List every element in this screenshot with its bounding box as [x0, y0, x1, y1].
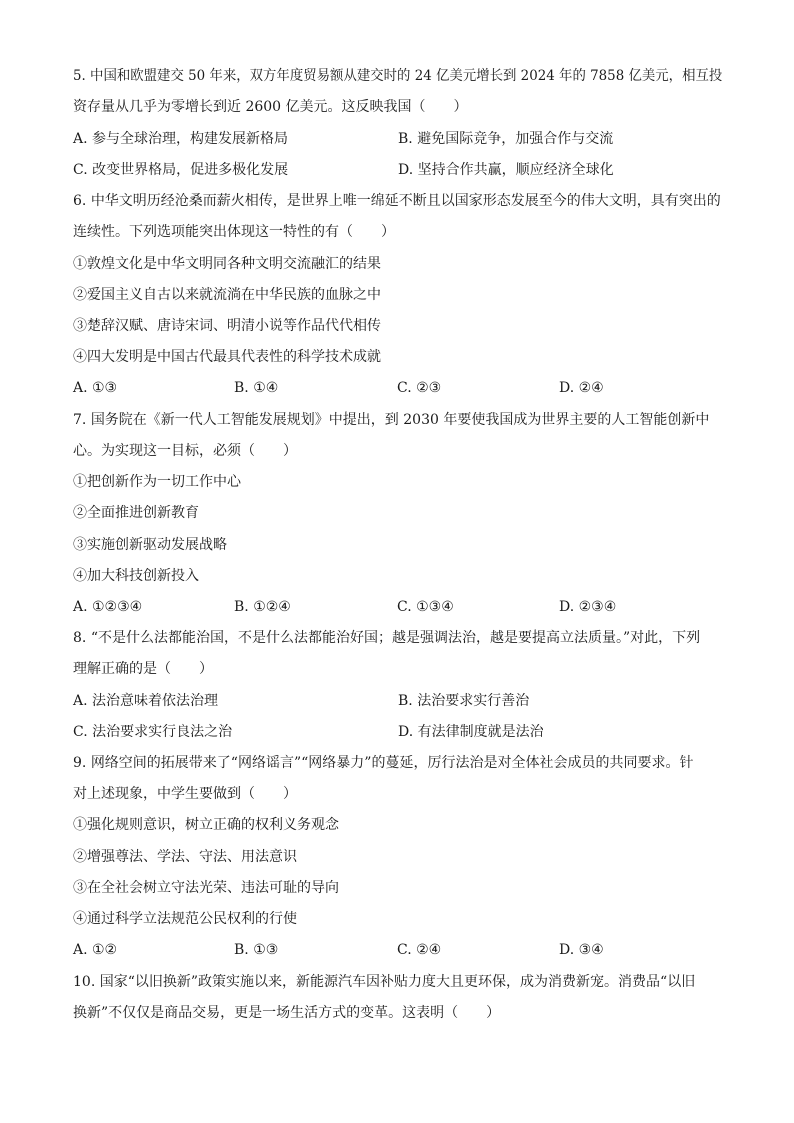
question-9-option-b: B. ①③	[234, 942, 279, 958]
question-6-option-b: B. ①④	[234, 380, 279, 396]
question-5-stem-line-1: 5. 中国和欧盟建交 50 年来，双方年度贸易额从建交时的 24 亿美元增长到 2024 年的 7858 亿美元，相互投	[73, 68, 723, 84]
question-9-statement-2: ②增强尊法、学法、守法、用法意识	[73, 849, 297, 865]
question-9-stem-line-2: 对上述现象，中学生要做到（ ）	[73, 786, 297, 802]
question-8-option-d: D. 有法律制度就是法治	[398, 724, 544, 740]
question-8-stem-line-2: 理解正确的是（ ）	[73, 661, 213, 677]
question-8-stem-line-1: 8. “不是什么法都能治国，不是什么法都能治好国；越是强调法治，越是要提高立法质量。”对此，下列	[73, 630, 701, 646]
question-6-statement-3: ③楚辞汉赋、唐诗宋词、明清小说等作品代代相传	[73, 318, 381, 334]
question-7-number: 7.	[73, 412, 87, 428]
question-6-stem-line-2: 连续性。下列选项能突出体现这一特性的有（ ）	[73, 224, 395, 240]
question-8-number: 8.	[73, 630, 87, 646]
question-9-option-d: D. ③④	[559, 942, 604, 958]
question-9-stem-line-1: 9. 网络空间的拓展带来了“网络谣言”“网络暴力”的蔓延，厉行法治是对全体社会成员的共同要求。针	[73, 755, 694, 771]
question-5-option-b: B. 避免国际竞争，加强合作与交流	[398, 131, 614, 147]
question-6-statement-2: ②爱国主义自古以来就流淌在中华民族的血脉之中	[73, 287, 381, 303]
question-7-option-d: D. ②③④	[559, 599, 617, 615]
question-5-option-d: D. 坚持合作共赢，顺应经济全球化	[398, 162, 614, 178]
question-6-number: 6.	[73, 193, 87, 209]
question-9-statement-4: ④通过科学立法规范公民权利的行使	[73, 911, 297, 927]
question-7-option-b: B. ①②④	[234, 599, 291, 615]
question-9-number: 9.	[73, 755, 87, 771]
question-6-option-a: A. ①③	[73, 380, 118, 396]
question-7-option-c: C. ①③④	[397, 599, 454, 615]
question-8-option-a: A. 法治意味着依法治理	[73, 693, 219, 709]
question-7-statement-2: ②全面推进创新教育	[73, 505, 199, 521]
question-7-option-a: A. ①②③④	[73, 599, 143, 615]
question-6-statement-1: ①敦煌文化是中华文明同各种文明交流融汇的结果	[73, 256, 381, 272]
question-7-statement-1: ①把创新作为一切工作中心	[73, 474, 241, 490]
question-6-statement-4: ④四大发明是中国古代最具代表性的科学技术成就	[73, 349, 381, 365]
question-7-stem-line-2: 心。为实现这一目标，必须（ ）	[73, 443, 297, 459]
question-5-stem-line-2: 资存量从几乎为零增长到近 2600 亿美元。这反映我国（ ）	[73, 99, 468, 115]
question-8-option-b: B. 法治要求实行善治	[398, 693, 530, 709]
question-6-option-d: D. ②④	[559, 380, 604, 396]
question-9-option-a: A. ①②	[73, 942, 118, 958]
question-10-stem-line-1: 10. 国家“以旧换新”政策实施以来，新能源汽车因补贴力度大且更环保，成为消费新宠。消费品“以旧	[73, 974, 696, 990]
question-8-option-c: C. 法治要求实行良法之治	[73, 724, 233, 740]
question-5-number: 5.	[73, 68, 86, 84]
question-9-statement-1: ①强化规则意识，树立正确的权利义务观念	[73, 817, 339, 833]
question-6-option-c: C. ②③	[397, 380, 442, 396]
question-7-statement-4: ④加大科技创新投入	[73, 568, 199, 584]
question-9-statement-3: ③在全社会树立守法光荣、违法可耻的导向	[73, 880, 339, 896]
question-7-stem-line-1: 7. 国务院在《新一代人工智能发展规划》中提出，到 2030 年要使我国成为世界主要的人工智能创新中	[73, 412, 710, 428]
question-5-option-c: C. 改变世界格局，促进多极化发展	[73, 162, 289, 178]
question-5-option-a: A. 参与全球治理，构建发展新格局	[73, 131, 289, 147]
question-10-number: 10.	[73, 974, 96, 990]
question-9-option-c: C. ②④	[397, 942, 442, 958]
question-10-stem-line-2: 换新”不仅仅是商品交易，更是一场生活方式的变革。这表明（ ）	[73, 1005, 501, 1021]
question-7-statement-3: ③实施创新驱动发展战略	[73, 537, 227, 553]
question-6-stem-line-1: 6. 中华文明历经沧桑而薪火相传，是世界上唯一绵延不断且以国家形态发展至今的伟大文明，具有突出的	[73, 193, 721, 209]
